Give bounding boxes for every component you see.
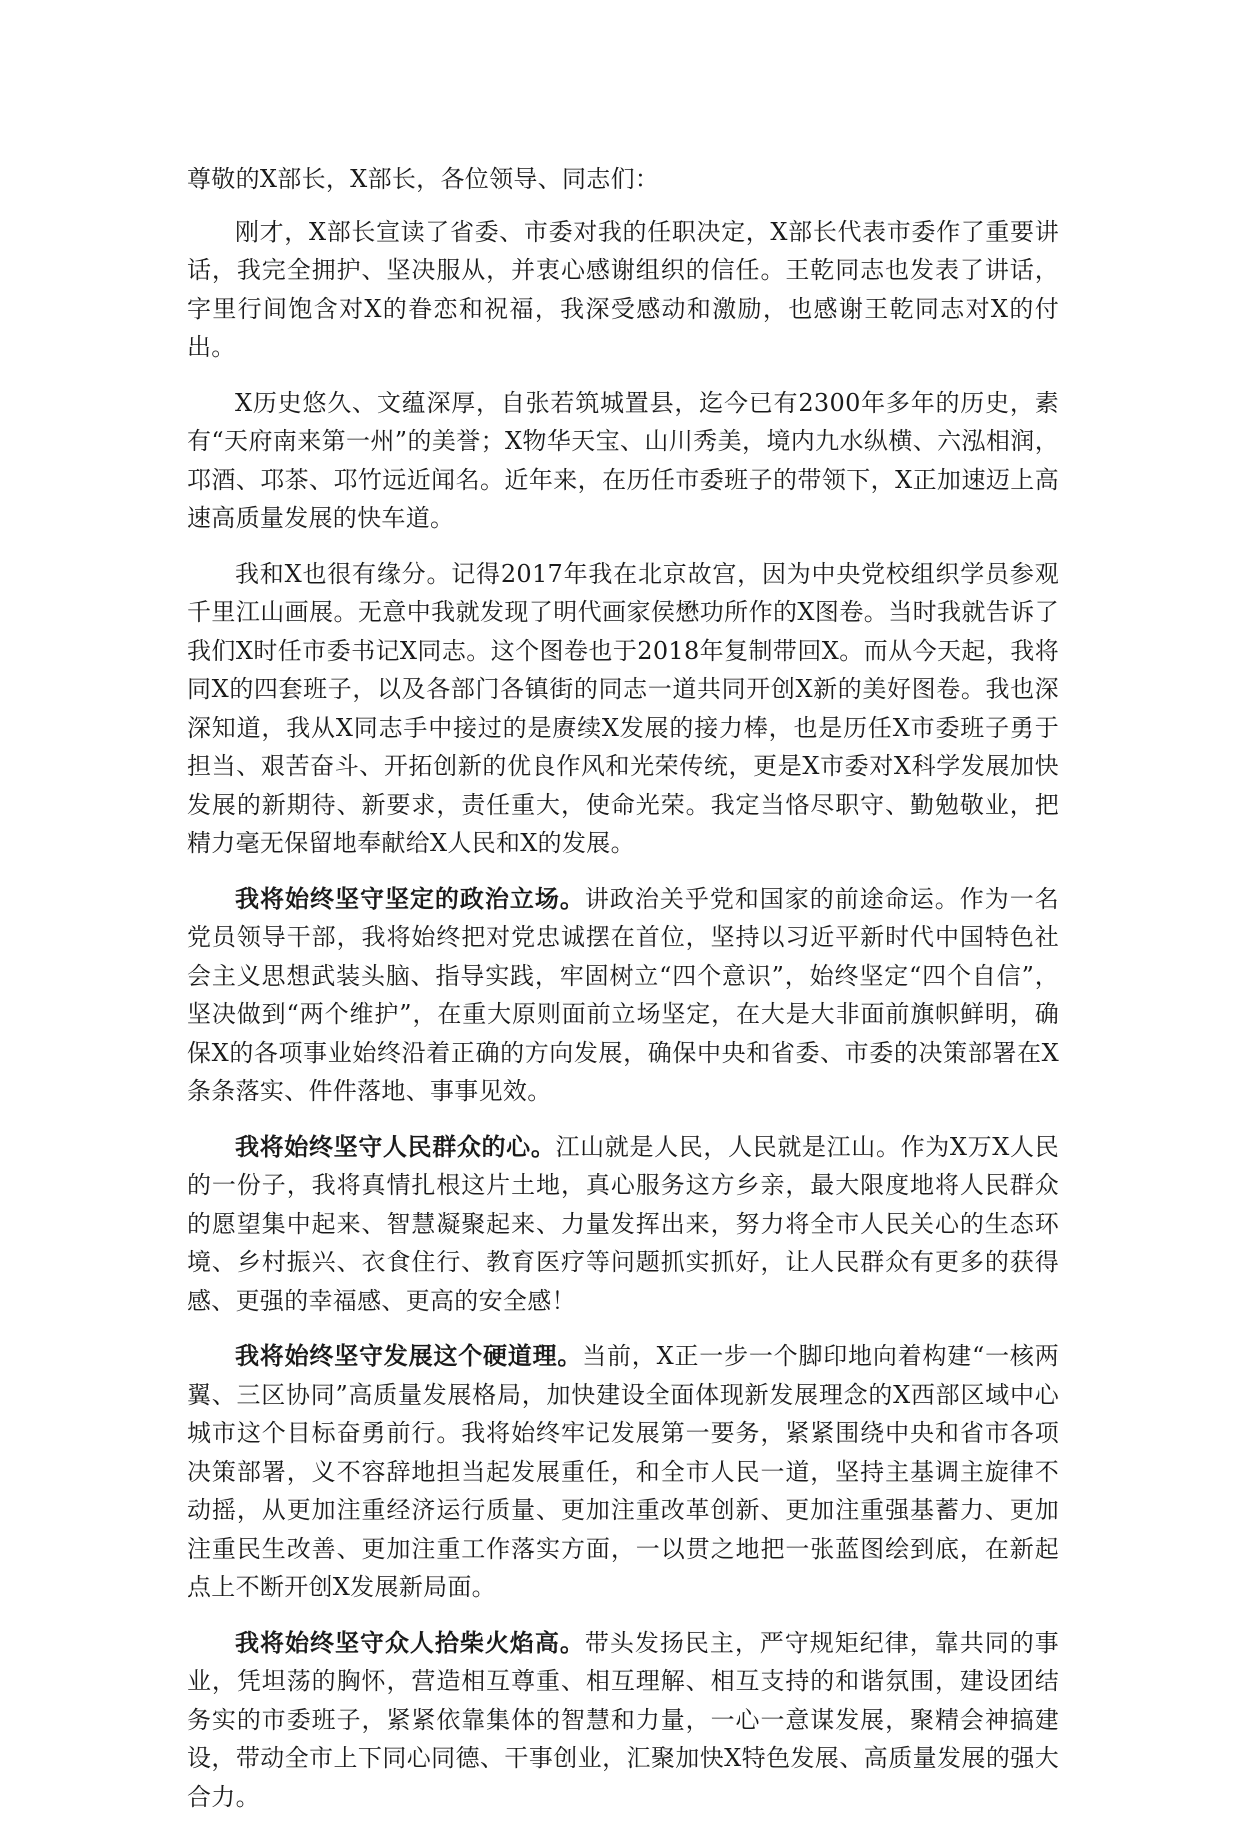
paragraph-text: 江山就是人民，人民就是江山。作为X万X人民的一份子，我将真情扎根这片土地，真心服务这方乡亲，最大限度地将人民群众的愿望集中起来、智慧凝聚起来、力量发挥出来，努力将全市人民关心的生态环境、乡村振兴、衣食住行、教育医疗等问题抓实抓好，让人民群众有更多的获得感、更强的幸福感、更高的安全感！ <box>187 1132 1059 1315</box>
paragraph-lead: 我将始终坚守众人拾柴火焰高。 <box>235 1627 585 1657</box>
paragraph-lead: 我将始终坚守发展这个硬道理。 <box>235 1341 583 1370</box>
document-body <box>187 160 1059 1833</box>
paragraph-appointment <box>187 213 1059 367</box>
paragraph-text: X历史悠久、文蕴深厚，自张若筑城置县，迄今已有2300年多年的历史，素有“天府南来第一州”的美誉；X物华天宝、山川秀美，境内九水纵横、六泓相润，邛酒、邛茶、邛竹远近闻名。近年来，在历任市委班子的带领下，X正加速迈上高速高质量发展的快车道。 <box>187 388 1059 532</box>
paragraph-text: 刚才，X部长宣读了省委、市委对我的任职决定，X部长代表市委作了重要讲话，我完全拥护、坚决服从，并衷心感谢组织的信任。王乾同志也发表了讲话，字里行间饱含对X的眷恋和祝福，我深受感动和激励，也感谢王乾同志对X的付出。 <box>187 217 1059 361</box>
paragraph-lead: 我将始终坚守坚定的政治立场。 <box>235 883 585 913</box>
paragraph-history <box>187 384 1059 538</box>
paragraph-connection <box>187 555 1059 863</box>
paragraph-lead: 我将始终坚守人民群众的心。 <box>235 1131 556 1161</box>
paragraph-people <box>187 1128 1059 1321</box>
paragraph-text: 讲政治关乎党和国家的前途命运。作为一名党员领导干部，我将始终把对党忠诚摆在首位，坚持以习近平新时代中国特色社会主义思想武装头脑、指导实践，牢固树立“四个意识”，始终坚定“四个自信”，坚决做到“两个维护”，在重大原则面前立场坚定，在大是大非面前旗帜鲜明，确保X的各项事业始终沿着正确的方向发展，确保中央和省委、市委的决策部署在X条条落实、件件落地、事事见效。 <box>187 884 1060 1105</box>
paragraph-text: 我和X也很有缘分。记得2017年我在北京故宫，因为中央党校组织学员参观千里江山画展。无意中我就发现了明代画家侯懋功所作的X图卷。当时我就告诉了我们X时任市委书记X同志。这个图卷也于2018年复制带回X。而从今天起，我将同X的四套班子，以及各部门各镇街的同志一道共同开创X新的美好图卷。我也深深知道，我从X同志手中接过的是赓续X发展的接力棒，也是历任X市委班子勇于担当、艰苦奋斗、开拓创新的优良作风和光荣传统，更是X市委对X科学发展加快发展的新期待、新要求，责任重大，使命光荣。我定当恪尽职守、勤勉敬业，把精力毫无保留地奉献给X人民和X的发展。 <box>187 559 1059 857</box>
paragraph-text: 带头发扬民主，严守规矩纪律，靠共同的事业，凭坦荡的胸怀，营造相互尊重、相互理解、相互支持的和谐氛围，建设团结务实的市委班子，紧紧依靠集体的智慧和力量，一心一意谋发展，聚精会神搞建设，带动全市上下同心同德、干事创业，汇聚加快X特色发展、高质量发展的强大合力。 <box>187 1628 1060 1811</box>
greeting-line: 尊敬的X部长，X部长，各位领导、同志们： <box>187 165 660 193</box>
paragraph-unity <box>187 1624 1059 1817</box>
paragraph-development <box>187 1337 1059 1607</box>
paragraph-text: 当前，X正一步一个脚印地向着构建“一核两翼、三区协同”高质量发展格局，加快建设全面体现新发展理念的X西部区域中心城市这个目标奋勇前行。我将始终牢记发展第一要务，紧紧围绕中央和省市各项决策部署，义不容辞地担当起发展重任，和全市人民一道，坚持主基调主旋律不动摇，从更加注重经济运行质量、更加注重改革创新、更加注重强基蓄力、更加注重民生改善、更加注重工作落实方面，一以贯之地把一张蓝图绘到底，在新起点上不断开创X发展新局面。 <box>187 1342 1060 1601</box>
paragraph-political-stance <box>187 880 1059 1111</box>
